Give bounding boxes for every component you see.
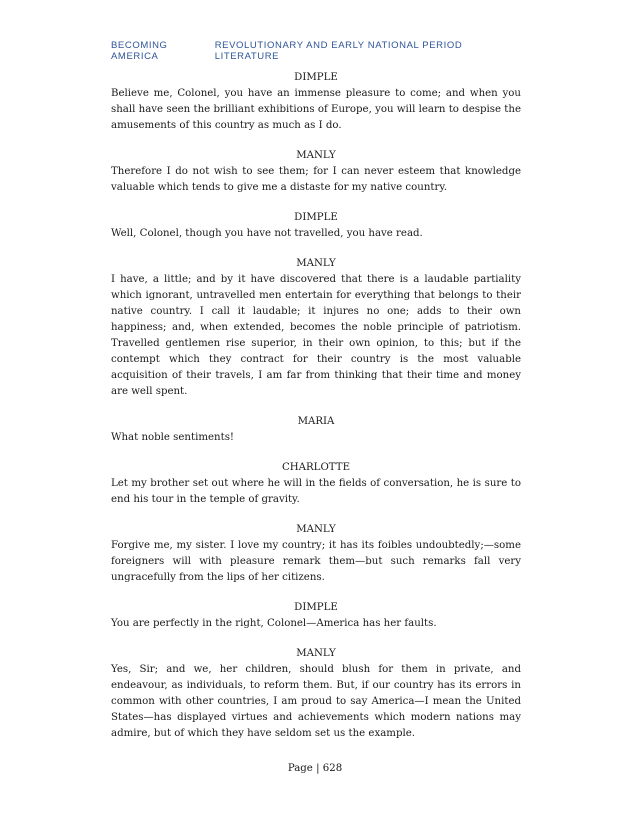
speaker-name: CHARLOTTE [281, 462, 351, 473]
speaker-name: MANLY [296, 524, 336, 535]
speaker-name: MANLY [296, 150, 336, 161]
speech-block [111, 600, 521, 632]
speech-block [111, 256, 521, 400]
play-dialogue [111, 70, 521, 756]
running-header [111, 40, 521, 62]
speech-block [111, 210, 521, 242]
speaker-name: MANLY [296, 648, 336, 659]
speaker-name: MANLY [296, 258, 336, 269]
speech-block [111, 646, 521, 742]
speech-text: Yes, Sir; and we, her children, should blush for them in private, and endeavour, as individuals, to reform them. But, if our country has its errors in common with other countries, I am proud to say America—I mean the United States—has displayed virtues and achievements which modern nations may admire, but of which they have seldom set us the example. [111, 664, 521, 739]
speaker-name: DIMPLE [294, 212, 338, 223]
speaker-name: MARIA [297, 416, 335, 427]
speech-text: Well, Colonel, though you have not travelled, you have read. [111, 228, 423, 239]
speaker-name: DIMPLE [294, 602, 338, 613]
speech-block [111, 148, 521, 196]
speech-text: Let my brother set out where he will in the fields of conversation, he is sure to end his tour in the temple of gravity. [111, 478, 521, 505]
page-number: Page | 628 [287, 763, 343, 774]
speech-text: You are perfectly in the right, Colonel—America has her faults. [111, 618, 437, 629]
speech-block [111, 522, 521, 586]
header-section-title: REVOLUTIONARY AND EARLY NATIONAL PERIOD LITERATURE [214, 40, 463, 62]
speech-text: Therefore I do not wish to see them; for I can never esteem that knowledge valuable which tends to give me a distaste for my native country. [111, 166, 521, 193]
speech-text: Believe me, Colonel, you have an immense pleasure to come; and when you shall have seen the brilliant exhibitions of Europe, you will learn to despise the amusements of this country as much as I do. [111, 88, 521, 131]
speech-text: Forgive me, my sister. I love my country; it has its foibles undoubtedly;—some foreigners will with pleasure remark them—but such remarks fall very ungracefully from the lips of her citizens. [111, 540, 521, 583]
header-book-title: BECOMING AMERICA [111, 40, 168, 62]
speech-text: What noble sentiments! [111, 432, 235, 443]
speech-block [111, 414, 521, 446]
speech-block [111, 70, 521, 134]
speech-block [111, 460, 521, 508]
speech-text: I have, a little; and by it have discovered that there is a laudable partiality which ignorant, untravelled men entertain for everything that belongs to their native country. I call it laudable; it injures no one; adds to their own happiness; and, when extended, becomes the noble principle of patriotism. Travelled gentlemen rise superior, in their own opinion, to this; but if the contempt which they contract for their country is the most valuable acquisition of their travels, I am far from thinking that their time and money are well spent. [111, 274, 521, 397]
speaker-name: DIMPLE [294, 72, 338, 83]
